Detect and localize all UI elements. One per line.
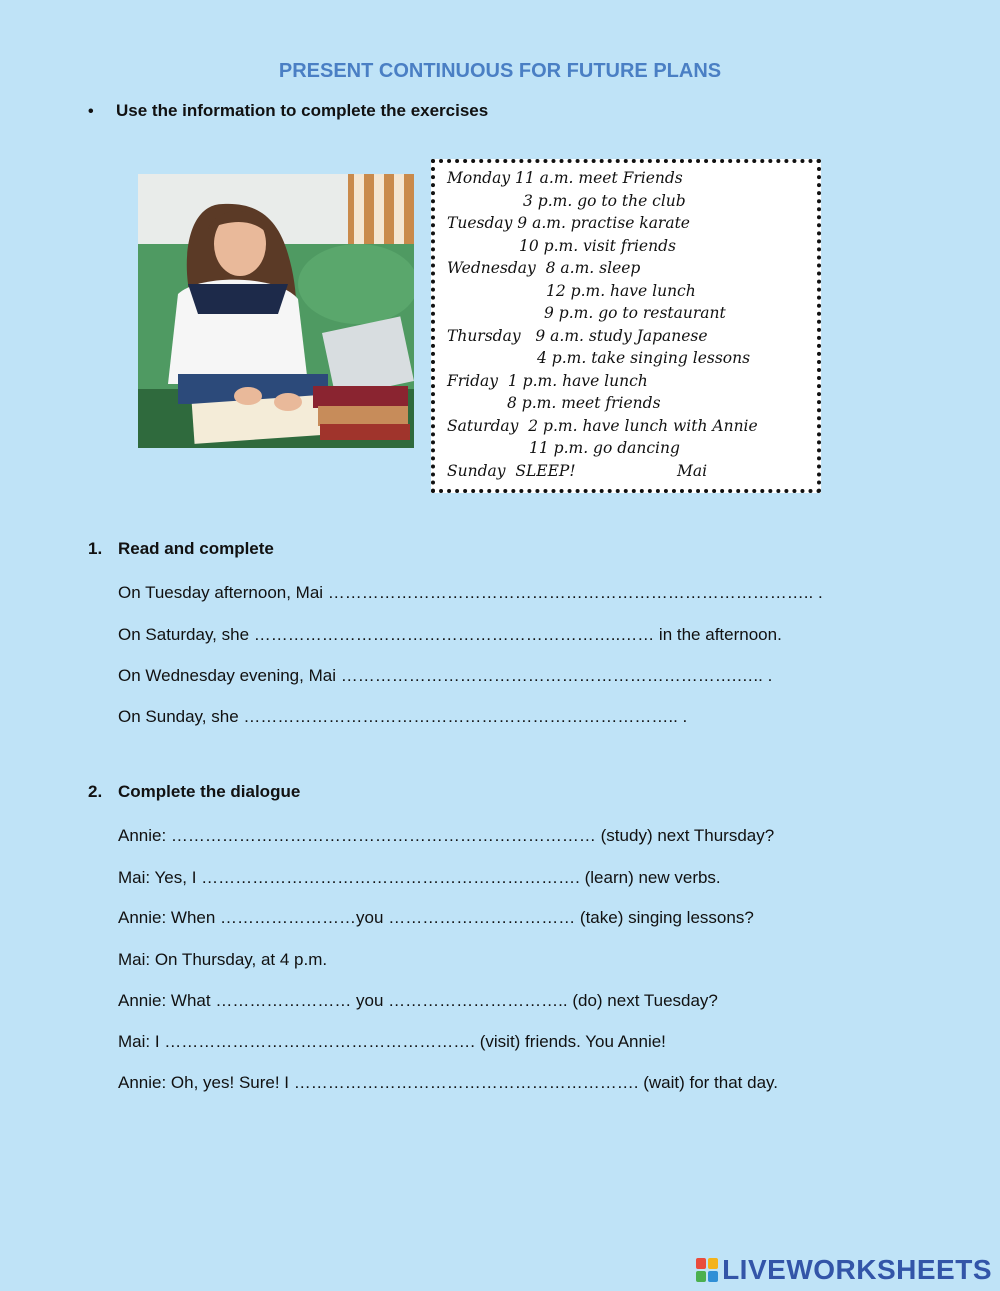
dialogue-line[interactable]: Annie: What …………………… you ………………………….. (do) next Tuesday? (118, 991, 718, 1010)
schedule-line: 4 p.m. take singing lessons (537, 349, 751, 367)
schedule-line: 8 p.m. meet friends (507, 394, 661, 412)
schedule-signature: Mai (677, 462, 708, 480)
brand-text: LIVEWORKSHEETS (722, 1254, 992, 1285)
schedule-line: 9 p.m. go to restaurant (544, 304, 726, 322)
section-title: Read and complete (118, 539, 274, 558)
instruction (88, 101, 488, 121)
dialogue-line[interactable]: Annie: Oh, yes! Sure! I ……………………………………………………. (wait) for that day. (118, 1073, 778, 1092)
section-number: 1. (88, 539, 103, 558)
schedule-line: Sunday SLEEP! (447, 462, 576, 480)
schedule-line: Tuesday 9 a.m. practise karate (447, 214, 690, 232)
schedule-line: 12 p.m. have lunch (546, 282, 696, 300)
student-studying-illustration (138, 174, 414, 448)
exercise-line[interactable]: On Wednesday evening, Mai …………………………………………………………….….. . (118, 666, 773, 685)
section-1-heading (88, 539, 274, 559)
schedule-line: 10 p.m. visit friends (519, 237, 676, 255)
section-2-heading (88, 782, 300, 802)
schedule-line: Thursday 9 a.m. study Japanese (447, 327, 708, 345)
exercise-line[interactable]: On Saturday, she ………………………………………………………..…… in the afternoon. (118, 625, 782, 644)
bullet-icon: • (88, 103, 94, 120)
schedule-line: 11 p.m. go dancing (529, 439, 680, 457)
liveworksheets-brand[interactable] (696, 1252, 992, 1288)
page-title: PRESENT CONTINUOUS FOR FUTURE PLANS (278, 60, 722, 82)
section-number: 2. (88, 782, 103, 801)
schedule-line: Wednesday 8 a.m. sleep (447, 259, 641, 277)
dialogue-line: Mai: On Thursday, at 4 p.m. (118, 950, 328, 969)
dialogue-line[interactable]: Annie: ………………………………………………………………… (study) next Thursday? (118, 826, 775, 845)
schedule-line: 3 p.m. go to the club (523, 192, 686, 210)
instruction-text: Use the information to complete the exercises (116, 101, 489, 120)
schedule-line: Friday 1 p.m. have lunch (447, 372, 648, 390)
exercise-line[interactable]: On Tuesday afternoon, Mai ………………………………………………………………………….. . (118, 583, 823, 602)
schedule-line: Saturday 2 p.m. have lunch with Annie (447, 417, 758, 435)
dialogue-line[interactable]: Mai: I ………………………………………………. (visit) friends. You Annie! (118, 1032, 666, 1051)
dialogue-line[interactable]: Annie: When ……………………you …………………………… (take) singing lessons? (118, 908, 754, 927)
dialogue-line[interactable]: Mai: Yes, I …………………………………………………………. (learn) new verbs. (118, 868, 721, 887)
exercise-line[interactable]: On Sunday, she ………………………………………………………………….. . (118, 707, 688, 726)
liveworksheets-logo-icon (696, 1258, 718, 1282)
schedule-line: Monday 11 a.m. meet Friends (447, 169, 683, 187)
section-title: Complete the dialogue (118, 782, 301, 801)
student-photo (138, 174, 414, 448)
schedule-note (431, 159, 821, 493)
